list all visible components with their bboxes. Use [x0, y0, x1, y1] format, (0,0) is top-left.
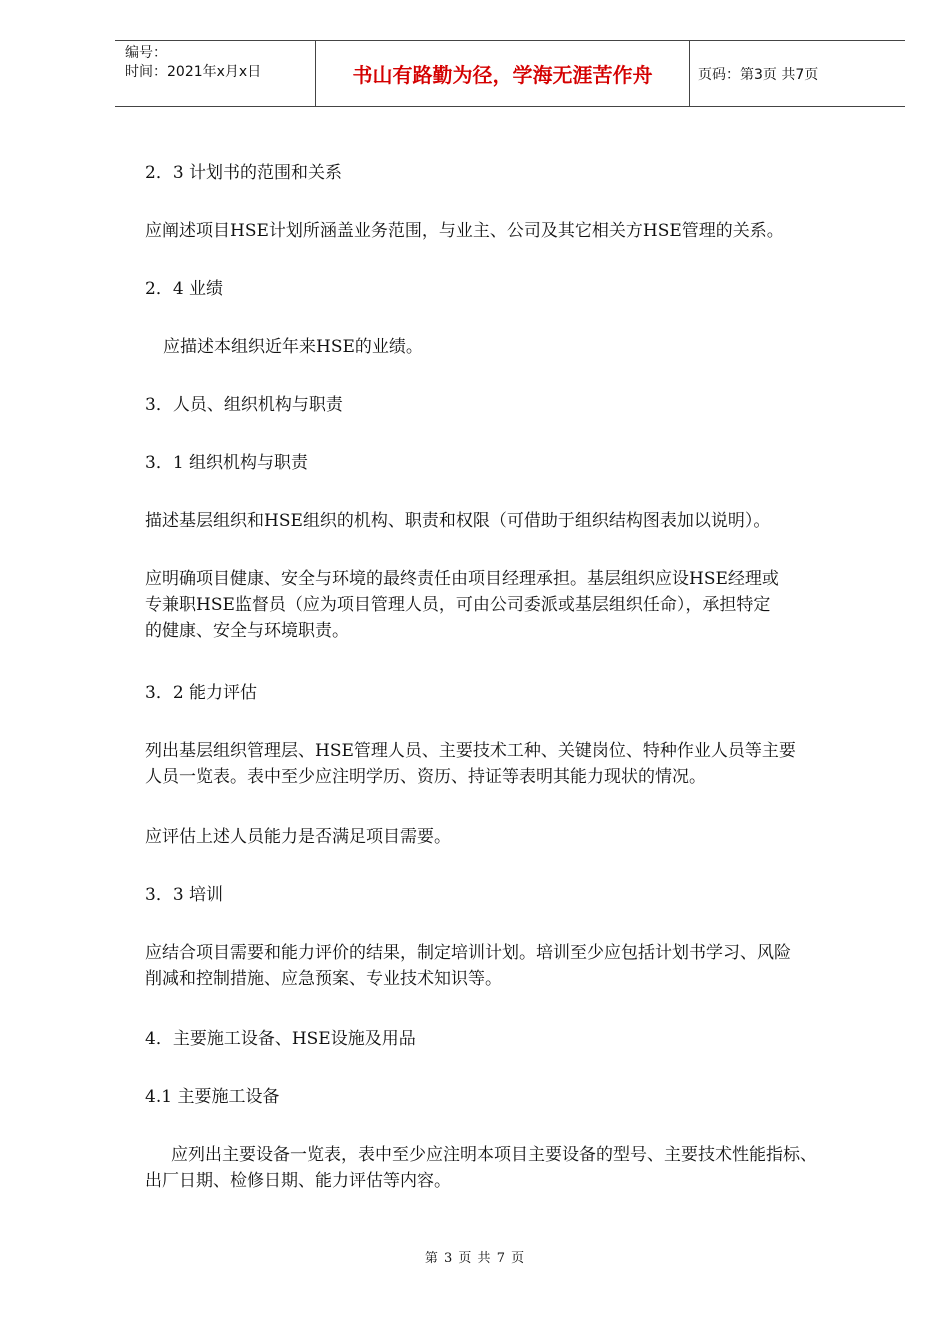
document-date: 时间：2021年x月x日	[125, 64, 262, 80]
paragraph-line: 描述基层组织和HSE组织的机构、职责和权限（可借助于组织结构图表加以说明）。	[145, 511, 771, 531]
paragraph-line: 应阐述项目HSE计划所涵盖业务范围，与业主、公司及其它相关方HSE管理的关系。	[145, 221, 784, 241]
paragraph-line: 应列出主要设备一览表，表中至少应注明本项目主要设备的型号、主要技术性能指标、	[171, 1145, 817, 1165]
paragraph-line: 列出基层组织管理层、HSE管理人员、主要技术工种、关键岗位、特种作业人员等主要	[145, 741, 796, 761]
paragraph-line: 3．人员、组织机构与职责	[145, 395, 343, 415]
paragraph-line: 2．4 业绩	[145, 279, 224, 299]
paragraph-line: 3．3 培训	[145, 885, 224, 905]
paragraph-line: 4.1 主要施工设备	[145, 1087, 280, 1107]
paragraph-line: 的健康、安全与环境职责。	[145, 621, 349, 641]
paragraph-line: 3．1 组织机构与职责	[145, 453, 309, 473]
paragraph-line: 应明确项目健康、安全与环境的最终责任由项目经理承担。基层组织应设HSE经理或	[145, 569, 779, 589]
paragraph-line: 应结合项目需要和能力评价的结果，制定培训计划。培训至少应包括计划书学习、风险	[145, 943, 791, 963]
paragraph-line: 3．2 能力评估	[145, 683, 258, 703]
page-header	[115, 40, 905, 107]
paragraph-line: 人员一览表。表中至少应注明学历、资历、持证等表明其能力现状的情况。	[145, 767, 706, 787]
paragraph-line: 出厂日期、检修日期、能力评估等内容。	[145, 1171, 451, 1191]
header-meta	[115, 41, 316, 106]
paragraph-line: 应描述本组织近年来HSE的业绩。	[163, 337, 423, 357]
paragraph-line: 4．主要施工设备、HSE设施及用品	[145, 1029, 416, 1049]
header-page-number: 页码：第3页 共7页	[698, 66, 819, 83]
paragraph-line: 专兼职HSE监督员（应为项目管理人员，可由公司委派或基层组织任命），承担特定	[145, 595, 771, 615]
paragraph-line: 应评估上述人员能力是否满足项目需要。	[145, 827, 451, 847]
paragraph-line: 削减和控制措施、应急预案、专业技术知识等。	[145, 969, 502, 989]
document-number: 编号：	[125, 45, 167, 61]
page-footer: 第 3 页 共 7 页	[424, 1251, 526, 1266]
header-motto: 书山有路勤为径，学海无涯苦作舟	[316, 41, 690, 106]
paragraph-line: 2．3 计划书的范围和关系	[145, 163, 343, 183]
